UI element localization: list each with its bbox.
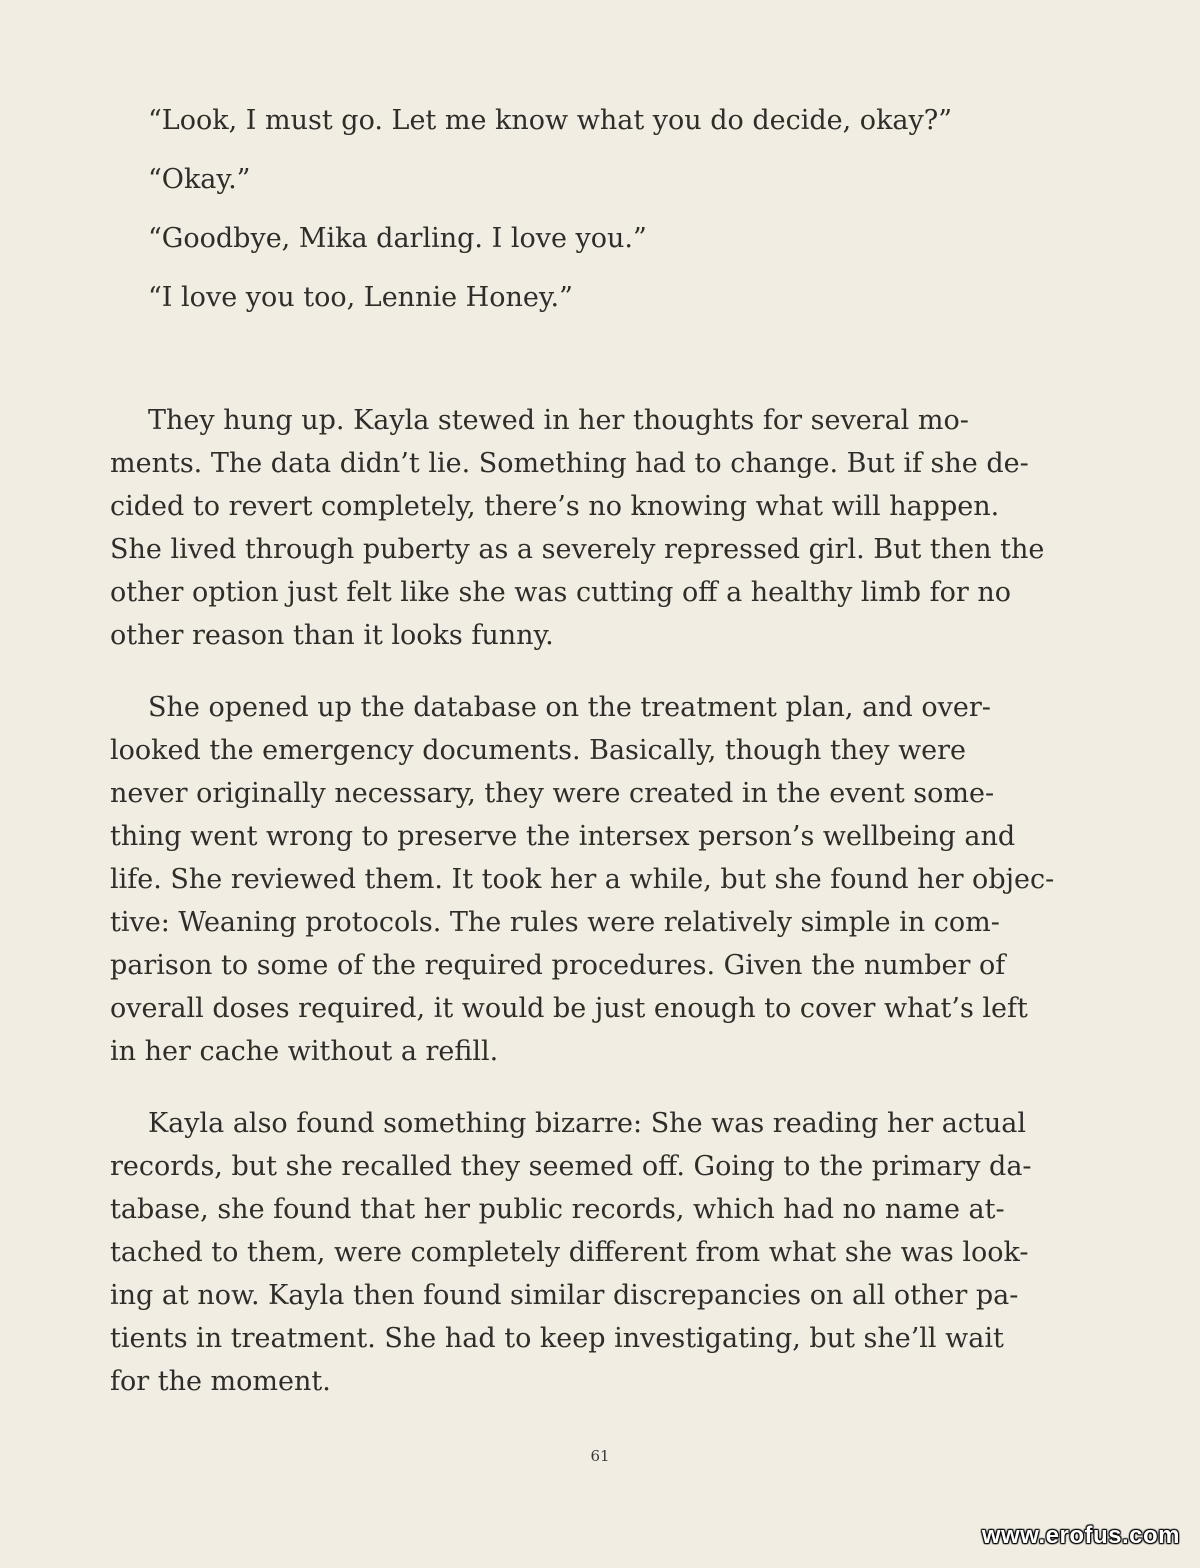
text-line: other option just felt like she was cutting off a healthy limb for no: [110, 577, 1012, 608]
text-line: Kayla also found something bizarre: She was reading her actual: [148, 1108, 1026, 1139]
text-line: looked the emergency documents. Basically, though they were: [110, 735, 967, 766]
text-line: life. She reviewed them. It took her a while, but she found her objec-: [110, 864, 1055, 895]
text-line: other reason than it looks funny.: [110, 620, 554, 651]
prose-block: [110, 399, 1090, 1432]
text-line: They hung up. Kayla stewed in her thoughts for several mo-: [148, 405, 969, 436]
page-number: 61: [590, 1447, 610, 1465]
text-line: tients in treatment. She had to keep investigating, but she’ll wait: [110, 1323, 1004, 1354]
dialogue-block: [148, 104, 1128, 340]
paragraph: [110, 686, 1090, 1073]
text-line: in her cache without a refill.: [110, 1036, 499, 1067]
text-line: thing went wrong to preserve the intersex person’s wellbeing and: [110, 821, 1016, 852]
text-line: tached to them, were completely different from what she was look-: [110, 1237, 1029, 1268]
watermark-text: www.erofus.com: [981, 1522, 1180, 1549]
dialogue-line: “Goodbye, Mika darling. I love you.”: [148, 223, 647, 254]
paragraph: [110, 399, 1090, 657]
text-line: tabase, she found that her public records, which had no name at-: [110, 1194, 1005, 1225]
text-line: cided to revert completely, there’s no knowing what will happen.: [110, 491, 1000, 522]
text-line: ments. The data didn’t lie. Something had to change. But if she de-: [110, 448, 1029, 479]
dialogue-line: “Look, I must go. Let me know what you do decide, okay?”: [148, 105, 953, 136]
text-line: for the moment.: [110, 1366, 331, 1397]
text-line: records, but she recalled they seemed off. Going to the primary da-: [110, 1151, 1032, 1182]
text-line: She lived through puberty as a severely repressed girl. But then the: [110, 534, 1045, 565]
dialogue-line: “Okay.”: [148, 164, 251, 195]
text-line: parison to some of the required procedures. Given the number of: [110, 950, 1006, 981]
text-line: tive: Weaning protocols. The rules were relatively simple in com-: [110, 907, 1000, 938]
text-line: never originally necessary, they were created in the event some-: [110, 778, 995, 809]
text-line: overall doses required, it would be just enough to cover what’s left: [110, 993, 1028, 1024]
paragraph: [110, 1102, 1090, 1403]
text-line: She opened up the database on the treatment plan, and over-: [148, 692, 991, 723]
text-line: ing at now. Kayla then found similar discrepancies on all other pa-: [110, 1280, 1019, 1311]
dialogue-line: “I love you too, Lennie Honey.”: [148, 282, 573, 313]
